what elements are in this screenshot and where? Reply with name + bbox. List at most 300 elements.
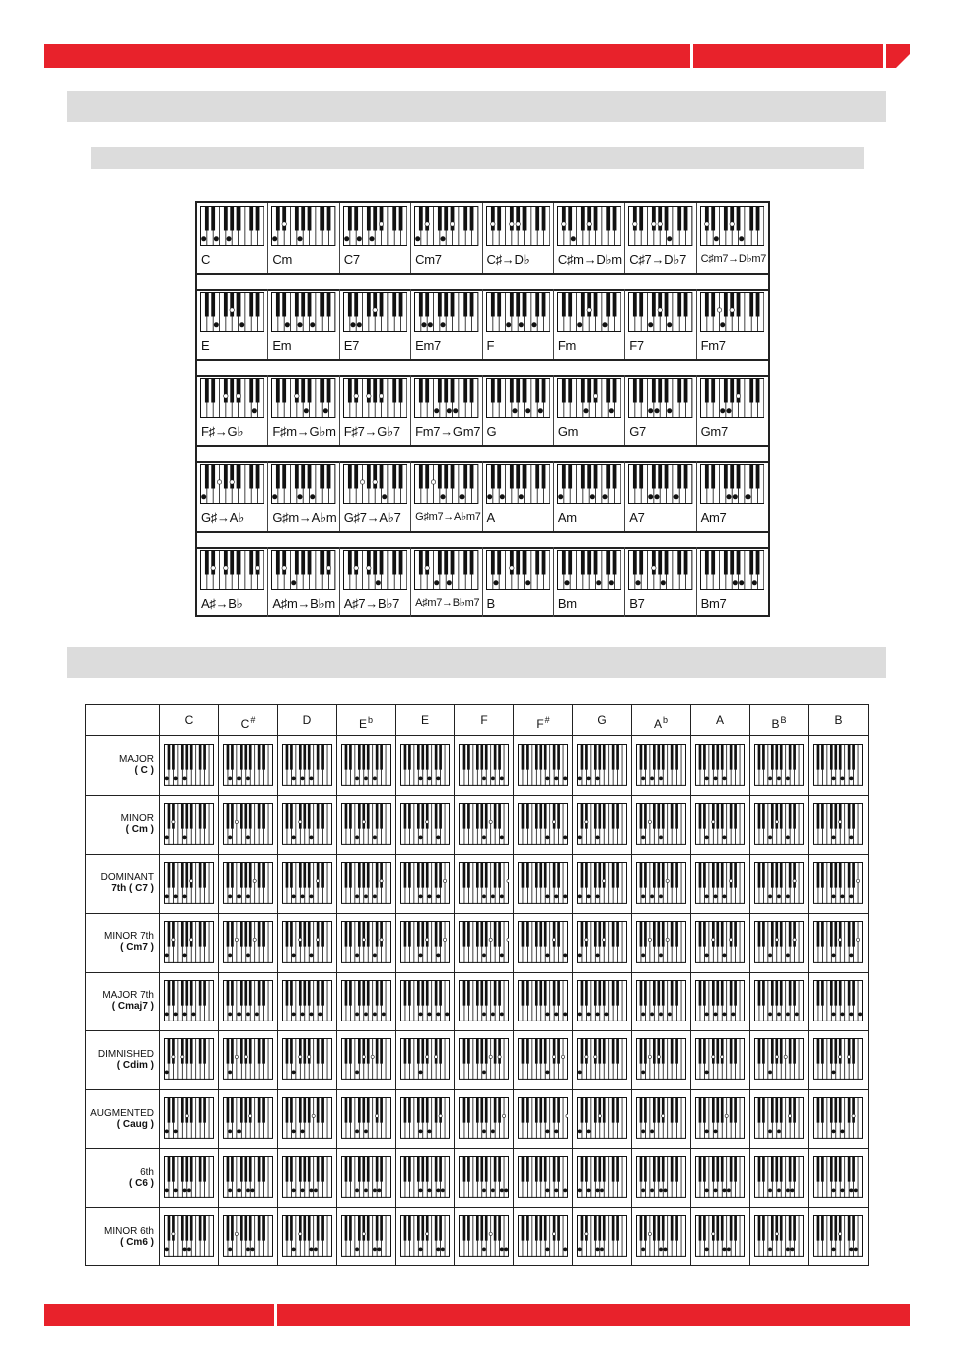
chord-cell [337, 795, 396, 854]
chord-label: B7 [629, 596, 645, 611]
column-note: E [420, 713, 429, 727]
chord-label: F [486, 338, 495, 353]
note-dot [355, 1130, 358, 1133]
note-dot [425, 222, 429, 226]
black-key [367, 293, 371, 317]
black-key [834, 921, 837, 946]
chord-type-table [85, 704, 869, 1266]
black-key [404, 1098, 407, 1123]
note-dot [244, 1056, 247, 1059]
black-key [498, 1039, 501, 1064]
black-key [509, 379, 513, 403]
black-key [659, 379, 663, 403]
black-key [640, 1039, 643, 1064]
black-key [568, 379, 572, 403]
note-dot [558, 495, 562, 499]
black-key [789, 745, 792, 770]
note-dot [428, 777, 431, 780]
black-key [509, 293, 513, 317]
note-dot [183, 1248, 186, 1251]
black-key [367, 207, 371, 231]
black-key [494, 921, 497, 946]
note-dot [246, 953, 249, 956]
black-key [562, 551, 566, 575]
black-key [299, 1098, 302, 1123]
black-key [612, 921, 615, 946]
black-key [421, 1157, 424, 1182]
note-dot [596, 581, 600, 585]
black-key [703, 1039, 706, 1064]
black-key [181, 862, 184, 887]
note-dot [371, 1056, 374, 1059]
black-key [598, 1039, 601, 1064]
black-key [712, 1216, 715, 1241]
note-dot [854, 1248, 857, 1251]
note-dot [324, 409, 328, 413]
black-key [498, 1157, 501, 1182]
black-key [665, 465, 669, 489]
note-dot [609, 409, 613, 413]
black-key [780, 1039, 783, 1064]
keyboard-diagram [414, 550, 478, 590]
black-key [299, 921, 302, 946]
black-key [421, 862, 424, 887]
black-key [362, 980, 365, 1005]
note-dot [253, 879, 256, 882]
chord-cell [514, 736, 573, 795]
black-key [435, 803, 438, 828]
black-key [771, 862, 774, 887]
black-key [659, 293, 663, 317]
note-dot [723, 895, 726, 898]
black-key [712, 803, 715, 828]
note-dot [292, 1189, 295, 1192]
black-key [662, 1039, 665, 1064]
black-key [780, 745, 783, 770]
note-dot [596, 1248, 599, 1251]
black-key [230, 551, 234, 575]
note-dot [733, 495, 737, 499]
chord-cell [573, 795, 632, 854]
table-corner [86, 705, 160, 735]
note-dot [441, 1189, 444, 1192]
black-key [716, 1039, 719, 1064]
black-key [249, 1039, 252, 1064]
chord-cell [340, 289, 411, 359]
keyboard-diagram [518, 744, 568, 786]
black-key [730, 745, 733, 770]
keyboard-diagram [813, 744, 863, 786]
black-key [736, 293, 740, 317]
row-label-name: DIMNISHED [97, 1048, 154, 1060]
note-dot [564, 895, 567, 898]
black-key [539, 921, 542, 946]
black-key [557, 1098, 560, 1123]
black-key [345, 921, 348, 946]
black-key [439, 862, 442, 887]
chord-cell [396, 1089, 455, 1148]
black-key [616, 745, 619, 770]
black-key [762, 1098, 765, 1123]
keyboard-diagram [282, 1215, 332, 1257]
black-key [775, 921, 778, 946]
black-key [522, 293, 526, 317]
black-key [362, 1098, 365, 1123]
black-key [640, 379, 644, 403]
black-key [758, 921, 761, 946]
note-dot [482, 895, 485, 898]
chord-cell [625, 289, 696, 359]
black-key [653, 1039, 656, 1064]
note-dot [366, 566, 370, 570]
keyboard-diagram [341, 803, 391, 845]
black-key [657, 1098, 660, 1123]
note-dot [642, 836, 645, 839]
black-key [404, 1216, 407, 1241]
note-dot [292, 1248, 295, 1251]
chord-cell [573, 1089, 632, 1148]
black-key [283, 207, 287, 231]
black-key [662, 980, 665, 1005]
black-key [438, 465, 442, 489]
black-key [224, 379, 228, 403]
black-key [522, 921, 525, 946]
note-dot [712, 938, 715, 941]
note-dot [850, 953, 853, 956]
black-key [417, 1098, 420, 1123]
black-key [463, 1039, 466, 1064]
note-dot [659, 1248, 662, 1251]
black-key [665, 293, 669, 317]
black-key [699, 745, 702, 770]
note-dot [600, 1248, 603, 1251]
black-key [276, 207, 280, 231]
keyboard-diagram [223, 1038, 273, 1080]
note-dot [850, 836, 853, 839]
black-key [467, 1157, 470, 1182]
note-dot [362, 1056, 365, 1059]
black-key [665, 379, 669, 403]
chord-cell [750, 1207, 809, 1266]
chord-cell [396, 795, 455, 854]
black-key [367, 745, 370, 770]
black-key [308, 465, 312, 489]
black-key [185, 921, 188, 946]
note-dot [450, 222, 454, 226]
black-key [190, 1039, 193, 1064]
note-dot [666, 879, 669, 882]
chord-cell [625, 461, 696, 531]
keyboard-diagram [223, 803, 273, 845]
note-dot [292, 1071, 295, 1074]
column-header [809, 705, 868, 735]
black-key [775, 980, 778, 1005]
black-key [553, 980, 556, 1005]
chord-cell [455, 1030, 514, 1089]
black-key [771, 745, 774, 770]
black-key [587, 207, 591, 231]
chord-cell [268, 375, 339, 445]
black-key [211, 465, 215, 489]
black-key [644, 1098, 647, 1123]
note-dot [317, 879, 320, 882]
chord-cell [514, 913, 573, 972]
black-key [522, 1216, 525, 1241]
black-key [249, 379, 253, 403]
keyboard-diagram [577, 744, 627, 786]
row-label-name: MINOR 7th [103, 931, 154, 943]
note-dot [596, 953, 599, 956]
black-key [181, 745, 184, 770]
note-dot [362, 938, 365, 941]
note-dot [235, 820, 238, 823]
black-key [249, 293, 253, 317]
note-dot [705, 1071, 708, 1074]
note-dot [587, 895, 590, 898]
note-dot [546, 1012, 549, 1015]
note-dot [578, 1012, 581, 1015]
black-key [562, 379, 566, 403]
black-key [644, 921, 647, 946]
black-key [185, 803, 188, 828]
black-key [653, 1216, 656, 1241]
note-dot [555, 1130, 558, 1133]
black-key [231, 1157, 234, 1182]
black-key [539, 862, 542, 887]
black-key [716, 862, 719, 887]
black-key [227, 1157, 230, 1182]
black-key [657, 745, 660, 770]
black-key [539, 1039, 542, 1064]
black-key [821, 980, 824, 1005]
black-key [581, 293, 585, 317]
note-dot [659, 895, 662, 898]
black-key [421, 1039, 424, 1064]
black-key [426, 921, 429, 946]
black-key [699, 1216, 702, 1241]
keyboard-diagram [700, 206, 764, 246]
black-key [249, 207, 253, 231]
black-key [539, 1157, 542, 1182]
note-dot [791, 1248, 794, 1251]
note-dot [237, 1189, 240, 1192]
black-key [653, 921, 656, 946]
black-key [262, 980, 265, 1005]
chord-cell [514, 972, 573, 1031]
black-key [834, 1157, 837, 1182]
black-key [612, 745, 615, 770]
black-key [376, 1039, 379, 1064]
keyboard-diagram [486, 378, 550, 418]
note-dot [705, 1189, 708, 1192]
black-key [286, 1216, 289, 1241]
black-key [494, 1098, 497, 1123]
chord-cell [697, 289, 768, 359]
column-accidental: # [250, 715, 256, 725]
keyboard-diagram [282, 980, 332, 1022]
note-dot [768, 777, 771, 780]
black-key [463, 803, 466, 828]
black-key [780, 980, 783, 1005]
keyboard-diagram [636, 1156, 686, 1198]
note-dot [491, 1130, 494, 1133]
keyboard-diagram [271, 550, 335, 590]
black-key [439, 921, 442, 946]
black-key [185, 1039, 188, 1064]
black-key [231, 1098, 234, 1123]
black-key [494, 1216, 497, 1241]
black-key [240, 1216, 243, 1241]
keyboard-diagram [700, 550, 764, 590]
keyboard-diagram [223, 921, 273, 963]
chord-label: Gm7 [700, 424, 728, 439]
chord-cell [573, 1207, 632, 1266]
black-key [367, 551, 371, 575]
chord-cell [573, 972, 632, 1031]
black-key [438, 379, 442, 403]
black-key [262, 803, 265, 828]
black-key [308, 921, 311, 946]
note-dot [246, 1248, 249, 1251]
black-key [789, 1157, 792, 1182]
black-key [327, 379, 331, 403]
note-dot [649, 409, 653, 413]
note-dot [183, 953, 186, 956]
note-dot [355, 777, 358, 780]
black-key [308, 980, 311, 1005]
black-key [830, 745, 833, 770]
black-key [793, 1098, 796, 1123]
black-key [203, 1216, 206, 1241]
chord-label: Am [557, 510, 577, 525]
keyboard-diagram [282, 1156, 332, 1198]
black-key [730, 1157, 733, 1182]
black-key [721, 921, 724, 946]
note-dot [355, 1012, 358, 1015]
black-key [168, 1157, 171, 1182]
keyboard-diagram [636, 1215, 686, 1257]
note-dot [784, 1056, 787, 1059]
chord-cell [697, 461, 768, 531]
note-dot [419, 895, 422, 898]
note-dot [419, 1012, 422, 1015]
note-dot [659, 1012, 662, 1015]
note-dot [305, 409, 309, 413]
black-key [522, 207, 526, 231]
black-key [562, 465, 566, 489]
note-dot [564, 1012, 567, 1015]
note-dot [183, 777, 186, 780]
chord-cell [632, 972, 691, 1031]
note-dot [239, 323, 243, 327]
black-key [522, 745, 525, 770]
note-dot [587, 777, 590, 780]
black-key [227, 980, 230, 1005]
black-key [203, 803, 206, 828]
black-key [612, 1216, 615, 1241]
note-dot [379, 394, 383, 398]
black-key [716, 1098, 719, 1123]
black-key [426, 1216, 429, 1241]
black-key [463, 745, 466, 770]
black-key [373, 465, 377, 489]
chord-cell [483, 375, 554, 445]
note-dot [489, 938, 492, 941]
chord-cell [691, 736, 750, 795]
black-key [593, 207, 597, 231]
black-key [789, 921, 792, 946]
black-key [675, 980, 678, 1005]
black-key [675, 1039, 678, 1064]
note-dot [373, 1248, 376, 1251]
chord-cell [697, 547, 768, 617]
black-key [653, 1098, 656, 1123]
black-key [244, 1216, 247, 1241]
black-key [541, 465, 545, 489]
note-dot [832, 1130, 835, 1133]
keyboard-diagram [459, 1215, 509, 1257]
keyboard-diagram [459, 980, 509, 1022]
black-key [848, 1098, 851, 1123]
keyboard-diagram [813, 803, 863, 845]
keyboard-diagram [695, 1097, 745, 1139]
black-key [321, 293, 325, 317]
chord-label: E7 [343, 338, 360, 353]
row-label [86, 913, 160, 972]
black-key [303, 1157, 306, 1182]
black-key [362, 921, 365, 946]
chord-label: G♯7→A♭7 [343, 510, 401, 525]
note-dot [600, 1189, 603, 1192]
black-key [734, 803, 737, 828]
chord-cell [396, 1030, 455, 1089]
chord-cell [750, 972, 809, 1031]
black-key [684, 207, 688, 231]
black-key [303, 1216, 306, 1241]
black-key [439, 803, 442, 828]
note-dot [832, 895, 835, 898]
black-key [327, 465, 331, 489]
black-key [699, 921, 702, 946]
black-key [724, 465, 728, 489]
chord-cell [197, 289, 268, 359]
black-key [612, 862, 615, 887]
note-dot [422, 323, 426, 327]
black-key [758, 803, 761, 828]
black-key [830, 980, 833, 1005]
black-key [593, 379, 597, 403]
note-dot [789, 1115, 792, 1118]
note-dot [229, 1189, 232, 1192]
column-header [219, 705, 278, 735]
black-key [376, 1216, 379, 1241]
black-key [817, 1157, 820, 1182]
keyboard-diagram [813, 1156, 863, 1198]
black-key [376, 745, 379, 770]
black-key [327, 207, 331, 231]
note-dot [292, 953, 295, 956]
top-red-bar [44, 44, 690, 68]
black-key [476, 921, 479, 946]
black-key [240, 980, 243, 1005]
black-key [227, 862, 230, 887]
column-note: B [834, 713, 843, 727]
chord-cell [455, 854, 514, 913]
black-key [321, 921, 324, 946]
black-key [585, 980, 588, 1005]
chord-cell [197, 203, 268, 273]
chord-cell [625, 203, 696, 273]
